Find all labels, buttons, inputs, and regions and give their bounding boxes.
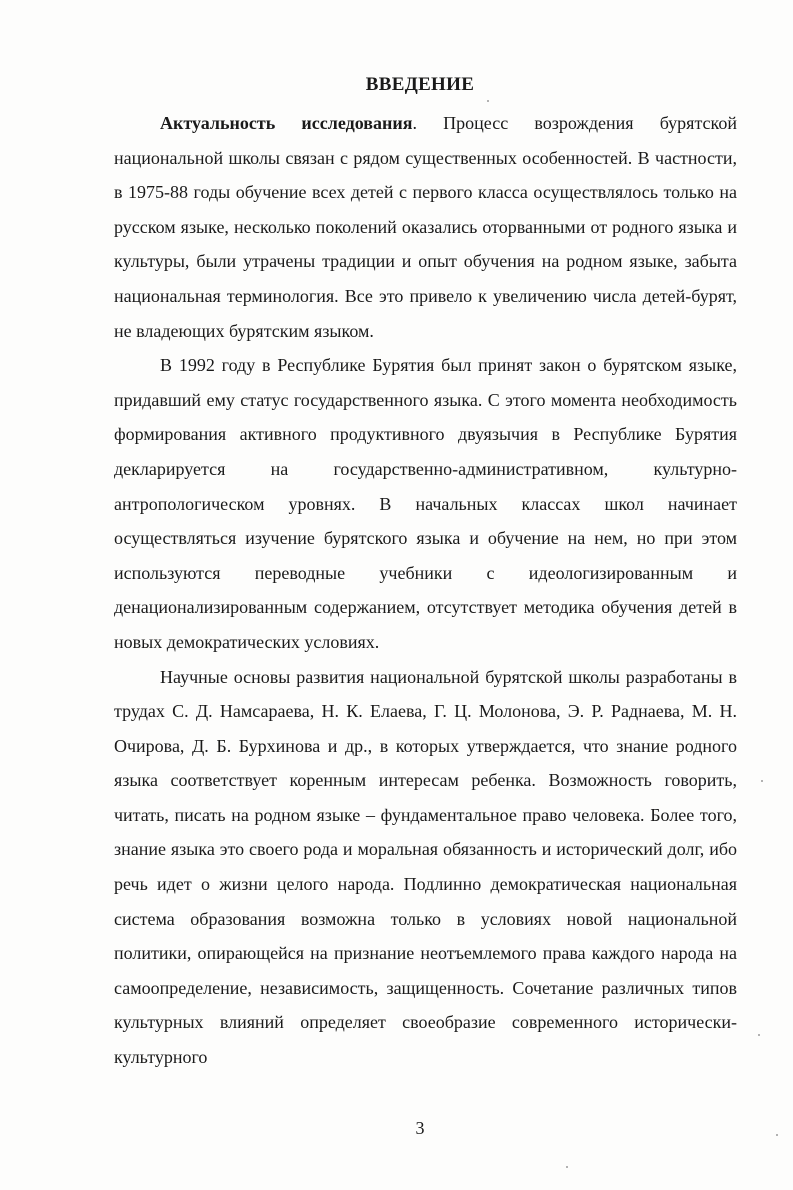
paragraph-text: В 1992 году в Республике Бурятия был принят закон о бурятском языке, придавший ему статус государственного языка. С этого момента необходимость формирования активного продуктивного двуязычия в Республике Бурятия декларируется на государственно-административном, культурно-антропологическом уровнях. В начальных классах школ начинает осуществляться изучение бурятского языка и обучение на нем, но при этом используются переводные учебники с идеологизированным и денационализированным содержанием, отсутствует методика обучения детей в новых демократических условиях.	[114, 355, 737, 652]
scan-speck	[487, 100, 489, 102]
page-title: ВВЕДЕНИЕ	[365, 74, 475, 95]
paragraph-scientific-basis	[114, 660, 737, 1075]
scan-speck	[758, 1034, 760, 1036]
paragraph-text: . Процесс возрождения бурятской национальной школы связан с рядом существенных особенностей. В частности, в 1975-88 годы обучение всех детей с первого класса осуществлялось только на русском языке, несколько поколений оказались оторванными от родного языка и культуры, были утрачены традиции и опыт обучения на родном языке, забыта национальная терминология. Все это привело к увеличению числа детей-бурят, не владеющих бурятским языком.	[114, 113, 737, 341]
scan-speck	[566, 1166, 568, 1168]
paragraph-law-1992	[114, 348, 737, 659]
scan-speck	[776, 1134, 778, 1136]
paragraph-lead: Актуальность исследования	[160, 113, 413, 133]
paragraph-text: Научные основы развития национальной бурятской школы разработаны в трудах С. Д. Намсараева, Н. К. Елаева, Г. Ц. Молонова, Э. Р. Раднаева, М. Н. Очирова, Д. Б. Бурхинова и др., в которых утверждается, что знание родного языка соответствует коренным интересам ребенка. Возможность говорить, читать, писать на родном языке – фундаментальное право человека. Более того, знание языка это своего рода и моральная обязанность и исторический долг, ибо речь идет о жизни целого народа. Подлинно демократическая национальная система образования возможна только в условиях новой национальной политики, опирающейся на признание неотъемлемого права каждого народа на самоопределение, независимость, защищенность. Сочетание различных типов культурных влияний определяет своеобразие современного исторически-культурного	[114, 666, 737, 1068]
body-text	[114, 106, 737, 1075]
scan-speck	[761, 780, 763, 782]
paragraph-relevance	[114, 106, 737, 348]
page-number: 3	[415, 1118, 425, 1138]
